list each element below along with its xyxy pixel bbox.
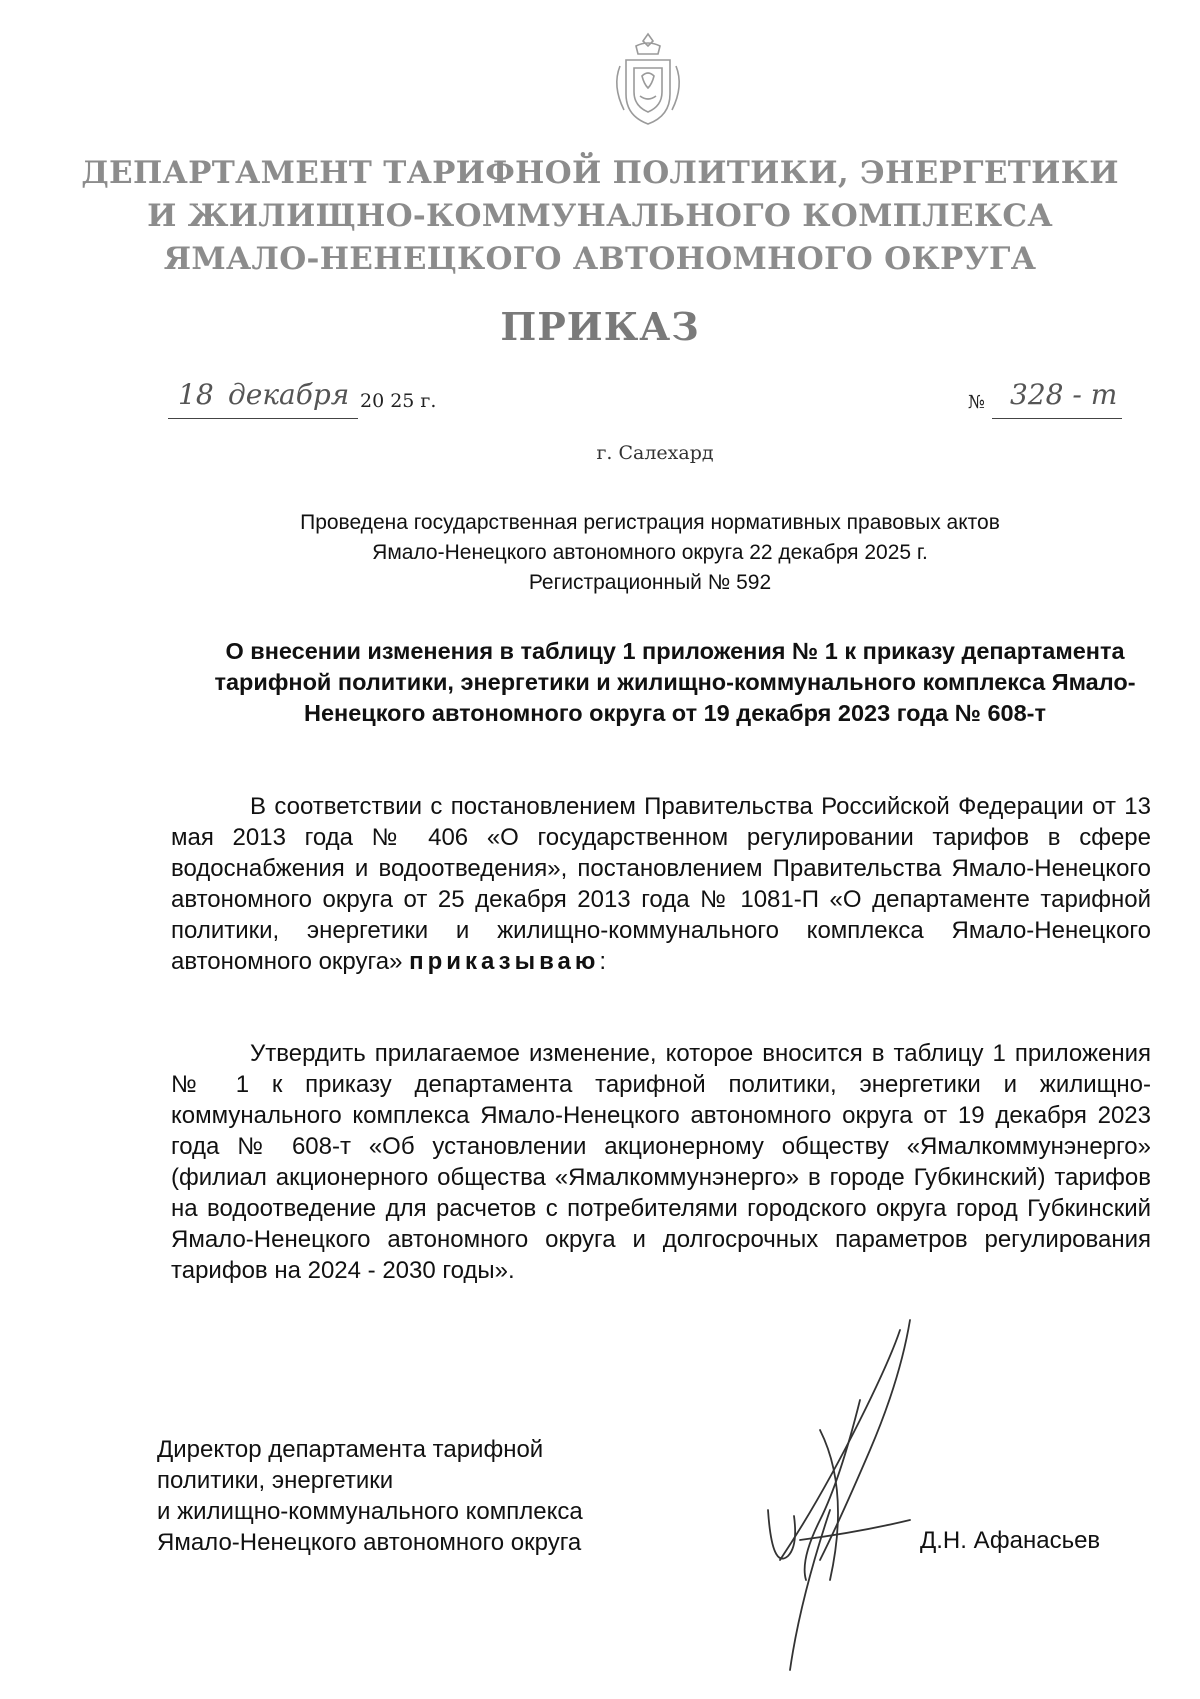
handwritten-signature	[760, 1310, 1000, 1680]
department-line-3: ЯМАЛО-НЕНЕЦКОГО АВТОНОМНОГО ОКРУГА	[163, 241, 1037, 277]
signatory-name: Д.Н. Афанасьев	[920, 1527, 1101, 1554]
document-type-title: ПРИКАЗ	[500, 304, 700, 349]
body-paragraph-1	[171, 791, 1151, 977]
position-line-2: политики, энергетики	[157, 1467, 394, 1494]
registration-line-1: Проведена государственная регистрация нормативных правовых актов	[300, 511, 1000, 534]
order-month: декабря	[228, 378, 350, 411]
paragraph-1-end: :	[599, 948, 607, 975]
department-header	[0, 152, 1200, 281]
paragraph-1-text: В соответствии с постановлением Правительства Российской Федерации от 13 мая 2013 года № 406 «О государственном регулировании тарифов в сфере водоснабжения и водоотведения», постановлением Правительства Ямало-Ненецкого автономного округа от 25 декабря 2013 года № 1081-П «О департаменте тарифной политики, энергетики и жилищно-коммунального комплекса Ямало-Ненецкого автономного округа»	[171, 793, 1151, 975]
registration-line-2: Ямало-Ненецкого автономного округа 22 декабря 2025 г.	[372, 541, 928, 564]
body-paragraph-2: Утвердить прилагаемое изменение, которое вносится в таблицу 1 приложения № 1 к приказу департамента тарифной политики, энергетики и жилищно-коммунального комплекса Ямало-Ненецкого автономного округа от 19 декабря 2023 года № 608-т «Об установлении акционерному обществу «Ямалкоммунэнерго» (филиал акционерного общества «Ямалкоммунэнерго» в городе Губкинский) тарифов на водоотведение для расчетов с потребителями городского округа город Губкинский Ямало-Ненецкого автономного округа и долгосрочных параметров регулирования тарифов на 2024 - 2030 годы».	[171, 1040, 1151, 1284]
department-line-1: ДЕПАРТАМЕНТ ТАРИФНОЙ ПОЛИТИКИ, ЭНЕРГЕТИКИ	[81, 155, 1119, 191]
registration-line-3: Регистрационный № 592	[528, 571, 772, 594]
department-line-2: И ЖИЛИЩНО-КОММУНАЛЬНОГО КОМПЛЕКСА	[147, 198, 1053, 234]
order-number: 328 - т	[1010, 378, 1118, 411]
registration-note	[180, 508, 1120, 598]
signatory-position	[157, 1434, 717, 1558]
position-line-3: и жилищно-коммунального комплекса	[157, 1498, 583, 1525]
order-number-label: №	[968, 392, 986, 413]
position-line-1: Директор департамента тарифной	[157, 1436, 544, 1463]
order-subject: О внесении изменения в таблицу 1 приложения № 1 к приказу департамента тарифной политики, энергетики и жилищно-коммунального комплекса Ямало-Ненецкого автономного округа от 19 декабря 2023 года № 608-т	[214, 638, 1136, 726]
order-city: г. Салехард	[596, 442, 714, 464]
position-line-4: Ямало-Ненецкого автономного округа	[157, 1529, 582, 1556]
order-keyword: приказываю	[409, 948, 600, 975]
coat-of-arms-emblem	[610, 30, 686, 130]
order-year: 20 25 г.	[360, 390, 437, 412]
order-day: 18	[178, 378, 214, 411]
